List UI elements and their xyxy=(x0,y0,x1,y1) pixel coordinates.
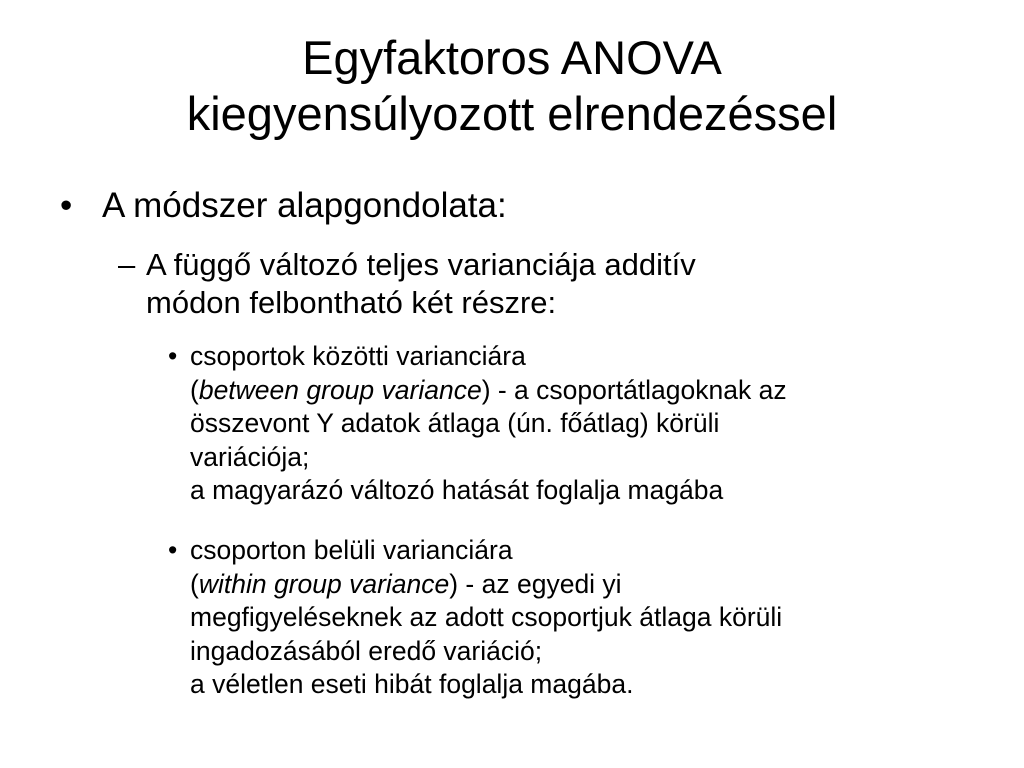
item-line-4: ingadozásából eredő variáció; xyxy=(190,635,543,666)
bullet-level1-text: A módszer alapgondolata: xyxy=(102,186,507,225)
dash-item-line-1: A függő változó teljes varianciája additív xyxy=(146,247,696,282)
item-line-5: a magyarázó változó hatását foglalja magába xyxy=(190,475,724,505)
item-line-3: megfigyeléseknek az adott csoportjuk átlaga körüli xyxy=(190,602,783,632)
item-line-5: a véletlen eseti hibát foglalja magába. xyxy=(190,669,634,699)
slide-title xyxy=(0,30,1024,142)
paren-open: ( xyxy=(190,568,199,599)
paren-open: ( xyxy=(190,374,199,405)
item-line-4: variációja; xyxy=(190,441,310,472)
item-line-2-rest: ) - a csoportátlagoknak az xyxy=(481,374,787,405)
bullet-marker: • xyxy=(60,186,73,225)
title-line-2: kiegyensúlyozott elrendezéssel xyxy=(186,87,838,140)
dash-item-text xyxy=(146,246,886,322)
bullet-level3-text xyxy=(190,340,990,508)
item-line-2 xyxy=(190,568,990,602)
item-line-3: összevont Y adatok átlaga (ún. főátlag) körüli xyxy=(190,408,720,438)
item-line-1: csoporton belüli varianciára xyxy=(190,535,513,565)
item-line-2 xyxy=(190,374,990,408)
term-within-group: within group variance xyxy=(198,568,450,599)
item-line-1: csoportok közötti varianciára xyxy=(190,341,526,371)
term-between-group: between group variance xyxy=(198,374,482,405)
bullet-marker: • xyxy=(168,341,178,371)
title-line-1: Egyfaktoros ANOVA xyxy=(302,31,722,84)
bullet-level3-text xyxy=(190,534,990,702)
dash-marker: – xyxy=(118,247,136,282)
bullet-marker: • xyxy=(168,535,178,565)
item-line-2-rest: ) - az egyedi yi xyxy=(449,568,622,599)
dash-item-line-2: módon felbontható két részre: xyxy=(146,285,557,320)
